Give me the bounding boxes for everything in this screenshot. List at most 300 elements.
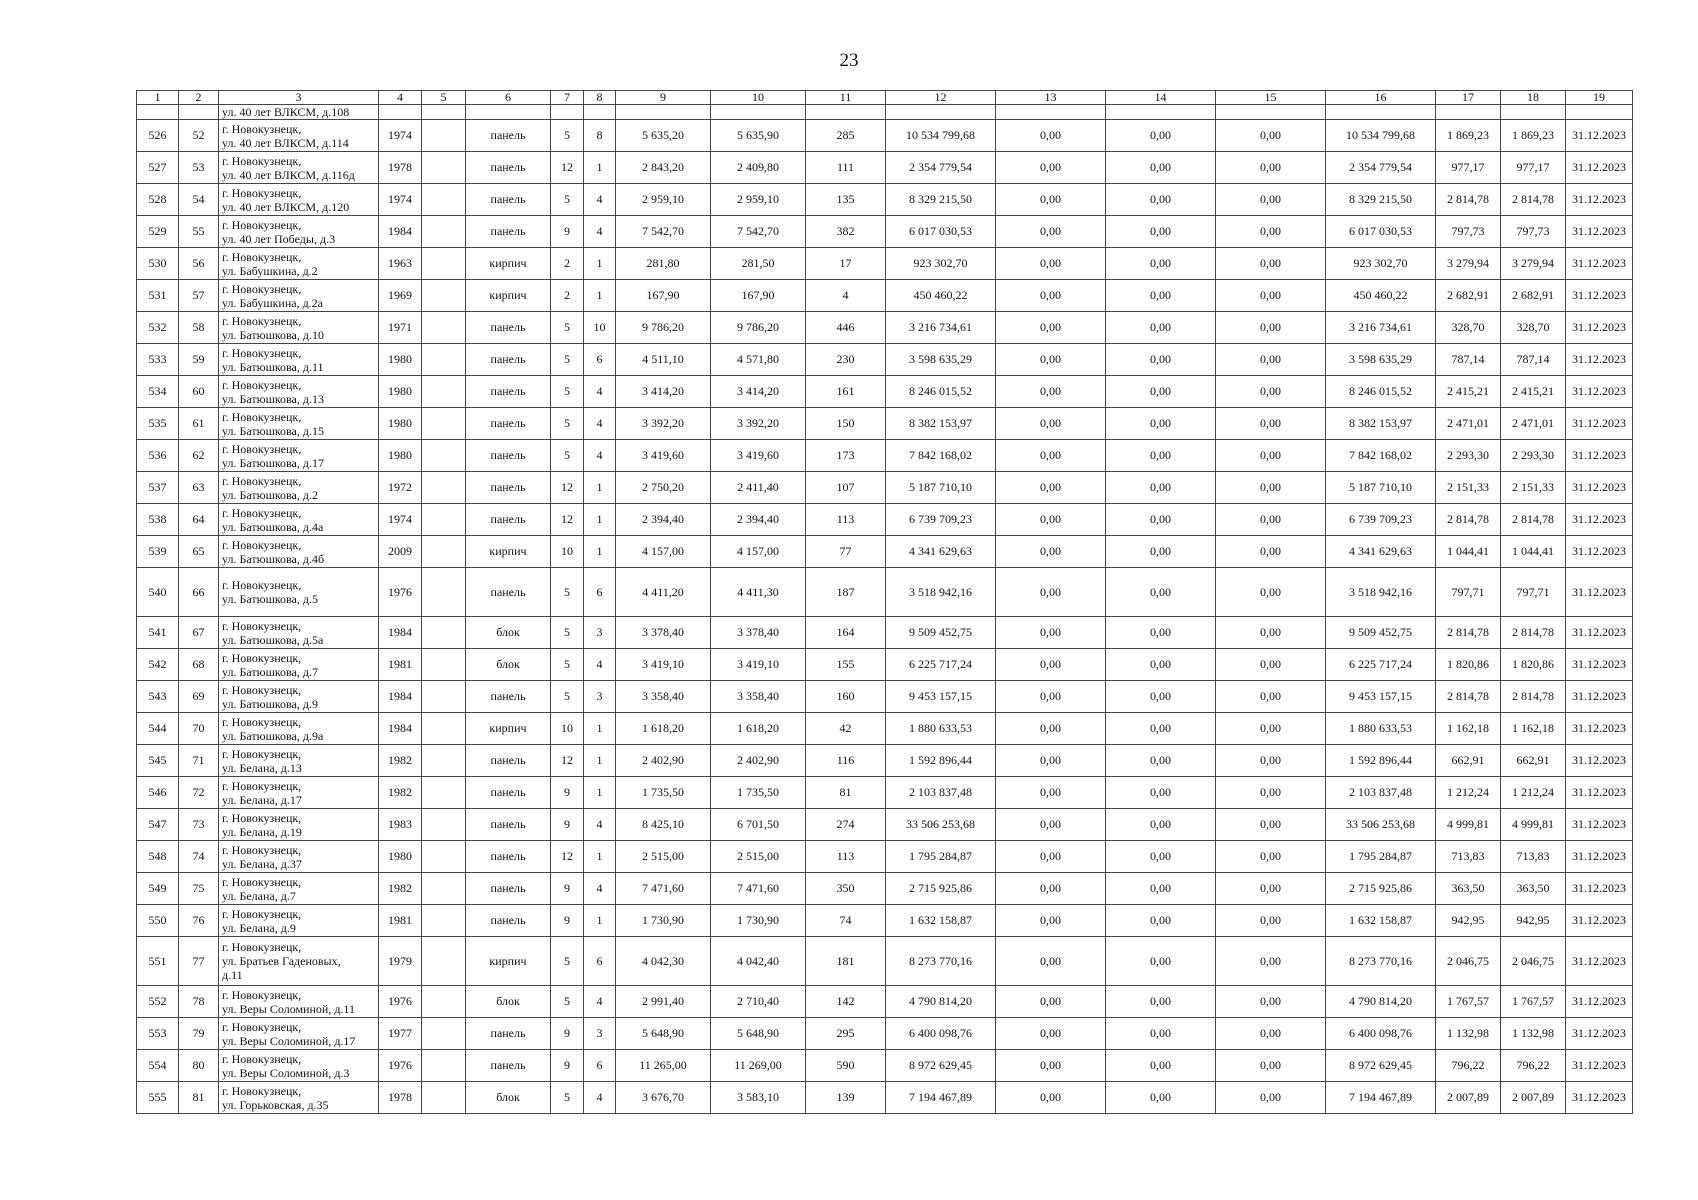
cost-cell: 7 842 168,02 bbox=[886, 440, 996, 472]
deadline-cell: 31.12.2023 bbox=[1566, 536, 1633, 568]
material-cell: кирпич bbox=[466, 937, 551, 986]
row-subnumber: 81 bbox=[179, 1082, 219, 1114]
area-living-cell: 2 710,40 bbox=[711, 986, 806, 1018]
empty-cell bbox=[422, 248, 466, 280]
row-subnumber: 70 bbox=[179, 713, 219, 745]
area-total-cell: 4 157,00 bbox=[616, 536, 711, 568]
entrances-cell: 1 bbox=[584, 745, 616, 777]
column-header: 15 bbox=[1216, 91, 1326, 105]
col13-cell: 0,00 bbox=[996, 841, 1106, 873]
col13-cell: 0,00 bbox=[996, 280, 1106, 312]
deadline-cell: 31.12.2023 bbox=[1566, 120, 1633, 152]
deadline-cell: 31.12.2023 bbox=[1566, 312, 1633, 344]
col15-cell: 0,00 bbox=[1216, 216, 1326, 248]
cost-cell: 9 453 157,15 bbox=[886, 681, 996, 713]
floors-cell: 9 bbox=[551, 777, 584, 809]
deadline-cell: 31.12.2023 bbox=[1566, 841, 1633, 873]
col13-cell: 0,00 bbox=[996, 504, 1106, 536]
floors-cell: 5 bbox=[551, 937, 584, 986]
deadline-cell: 31.12.2023 bbox=[1566, 248, 1633, 280]
area-living-cell: 6 701,50 bbox=[711, 809, 806, 841]
row-subnumber: 69 bbox=[179, 681, 219, 713]
column-header: 13 bbox=[996, 91, 1106, 105]
total-cell: 4 341 629,63 bbox=[1326, 536, 1436, 568]
address-cell bbox=[219, 649, 379, 681]
table-row bbox=[137, 905, 1633, 937]
residents-cell: 295 bbox=[806, 1018, 886, 1050]
floors-cell: 2 bbox=[551, 280, 584, 312]
residents-cell: 161 bbox=[806, 376, 886, 408]
per-sqm-cell: 942,95 bbox=[1436, 905, 1501, 937]
total-cell: 7 194 467,89 bbox=[1326, 1082, 1436, 1114]
year-cell: 1980 bbox=[379, 408, 422, 440]
column-header: 8 bbox=[584, 91, 616, 105]
total-cell: 923 302,70 bbox=[1326, 248, 1436, 280]
total-cell: 8 273 770,16 bbox=[1326, 937, 1436, 986]
col13-cell: 0,00 bbox=[996, 536, 1106, 568]
address-cell bbox=[219, 280, 379, 312]
column-header: 6 bbox=[466, 91, 551, 105]
per-sqm-cell: 797,73 bbox=[1436, 216, 1501, 248]
per-sqm-cell: 1 132,98 bbox=[1436, 1018, 1501, 1050]
cost-cell: 2 103 837,48 bbox=[886, 777, 996, 809]
total-cell: 9 453 157,15 bbox=[1326, 681, 1436, 713]
residents-cell: 181 bbox=[806, 937, 886, 986]
residents-cell: 111 bbox=[806, 152, 886, 184]
per-sqm-cell: 1 162,18 bbox=[1436, 713, 1501, 745]
year-cell: 1976 bbox=[379, 568, 422, 617]
deadline-cell: 31.12.2023 bbox=[1566, 440, 1633, 472]
col13-cell: 0,00 bbox=[996, 617, 1106, 649]
deadline-cell: 31.12.2023 bbox=[1566, 1082, 1633, 1114]
area-living-cell: 3 378,40 bbox=[711, 617, 806, 649]
per-sqm-cell: 1 044,41 bbox=[1436, 536, 1501, 568]
row-number: 536 bbox=[137, 440, 179, 472]
address-line: ул. Батюшкова, д.11 bbox=[222, 359, 324, 374]
row-subnumber: 61 bbox=[179, 408, 219, 440]
per-sqm-max-cell: 2 151,33 bbox=[1501, 472, 1566, 504]
col14-cell: 0,00 bbox=[1106, 184, 1216, 216]
col15-cell: 0,00 bbox=[1216, 649, 1326, 681]
address-cell bbox=[219, 809, 379, 841]
col13-cell: 0,00 bbox=[996, 1018, 1106, 1050]
col14-cell: 0,00 bbox=[1106, 216, 1216, 248]
cost-cell: 8 382 153,97 bbox=[886, 408, 996, 440]
deadline-cell: 31.12.2023 bbox=[1566, 1018, 1633, 1050]
material-cell: панель bbox=[466, 681, 551, 713]
per-sqm-cell: 363,50 bbox=[1436, 873, 1501, 905]
entrances-cell: 4 bbox=[584, 216, 616, 248]
area-total-cell: 2 843,20 bbox=[616, 152, 711, 184]
column-header: 16 bbox=[1326, 91, 1436, 105]
col14-cell: 0,00 bbox=[1106, 713, 1216, 745]
address-cell bbox=[219, 504, 379, 536]
row-subnumber: 79 bbox=[179, 1018, 219, 1050]
floors-cell: 5 bbox=[551, 568, 584, 617]
column-header: 10 bbox=[711, 91, 806, 105]
col13-cell: 0,00 bbox=[996, 344, 1106, 376]
per-sqm-max-cell: 2 814,78 bbox=[1501, 504, 1566, 536]
row-number: 535 bbox=[137, 408, 179, 440]
total-cell: 1 795 284,87 bbox=[1326, 841, 1436, 873]
deadline-cell: 31.12.2023 bbox=[1566, 905, 1633, 937]
col13-cell: 0,00 bbox=[996, 809, 1106, 841]
row-number: 538 bbox=[137, 504, 179, 536]
material-cell: панель bbox=[466, 472, 551, 504]
address-line: ул. Батюшкова, д.7 bbox=[222, 664, 318, 679]
row-number: 547 bbox=[137, 809, 179, 841]
year-cell: 1978 bbox=[379, 152, 422, 184]
deadline-cell: 31.12.2023 bbox=[1566, 937, 1633, 986]
entrances-cell: 1 bbox=[584, 504, 616, 536]
col14-cell: 0,00 bbox=[1106, 1050, 1216, 1082]
floors-cell: 9 bbox=[551, 873, 584, 905]
entrances-cell: 6 bbox=[584, 344, 616, 376]
col15-cell: 0,00 bbox=[1216, 745, 1326, 777]
row-number: 554 bbox=[137, 1050, 179, 1082]
empty-cell bbox=[422, 344, 466, 376]
continuation-row bbox=[137, 105, 1633, 120]
address-line: г. Новокузнецк, bbox=[222, 345, 302, 360]
floors-cell: 5 bbox=[551, 184, 584, 216]
col15-cell: 0,00 bbox=[1216, 809, 1326, 841]
residents-cell: 173 bbox=[806, 440, 886, 472]
material-cell: панель bbox=[466, 777, 551, 809]
total-cell: 2 354 779,54 bbox=[1326, 152, 1436, 184]
empty-cell bbox=[422, 713, 466, 745]
cost-cell: 9 509 452,75 bbox=[886, 617, 996, 649]
row-number: 542 bbox=[137, 649, 179, 681]
total-cell: 8 329 215,50 bbox=[1326, 184, 1436, 216]
address-line: ул. 40 лет ВЛКСМ, д.116д bbox=[222, 167, 355, 182]
material-cell: панель bbox=[466, 1018, 551, 1050]
floors-cell: 5 bbox=[551, 649, 584, 681]
address-line: г. Новокузнецк, bbox=[222, 842, 302, 857]
column-header: 19 bbox=[1566, 91, 1633, 105]
material-cell: панель bbox=[466, 1050, 551, 1082]
per-sqm-max-cell: 2 814,78 bbox=[1501, 681, 1566, 713]
material-cell: блок bbox=[466, 617, 551, 649]
residents-cell: 285 bbox=[806, 120, 886, 152]
per-sqm-max-cell: 1 132,98 bbox=[1501, 1018, 1566, 1050]
col13-cell: 0,00 bbox=[996, 376, 1106, 408]
floors-cell: 9 bbox=[551, 809, 584, 841]
row-subnumber: 54 bbox=[179, 184, 219, 216]
col15-cell: 0,00 bbox=[1216, 248, 1326, 280]
table-row bbox=[137, 120, 1633, 152]
address-line: г. Новокузнецк, bbox=[222, 682, 302, 697]
area-living-cell: 4 157,00 bbox=[711, 536, 806, 568]
empty-cell bbox=[422, 809, 466, 841]
year-cell: 1976 bbox=[379, 1050, 422, 1082]
table-row bbox=[137, 745, 1633, 777]
area-living-cell: 1 618,20 bbox=[711, 713, 806, 745]
address-line: ул. Белана, д.9 bbox=[222, 920, 296, 935]
residents-cell: 139 bbox=[806, 1082, 886, 1114]
address-line: ул. Веры Соломиной, д.17 bbox=[222, 1033, 356, 1048]
cost-cell: 8 273 770,16 bbox=[886, 937, 996, 986]
per-sqm-cell: 2 814,78 bbox=[1436, 184, 1501, 216]
address-line: ул. Бабушкина, д.2 bbox=[222, 263, 318, 278]
floors-cell: 10 bbox=[551, 713, 584, 745]
entrances-cell: 1 bbox=[584, 472, 616, 504]
entrances-cell: 4 bbox=[584, 376, 616, 408]
table-row bbox=[137, 248, 1633, 280]
per-sqm-max-cell: 787,14 bbox=[1501, 344, 1566, 376]
floors-cell: 12 bbox=[551, 841, 584, 873]
address-line: г. Новокузнецк, bbox=[222, 578, 302, 592]
empty-cell bbox=[422, 1018, 466, 1050]
address-line: г. Новокузнецк, bbox=[222, 874, 302, 889]
area-living-cell: 1 730,90 bbox=[711, 905, 806, 937]
area-total-cell: 2 991,40 bbox=[616, 986, 711, 1018]
col15-cell: 0,00 bbox=[1216, 312, 1326, 344]
col14-cell: 0,00 bbox=[1106, 280, 1216, 312]
per-sqm-max-cell: 1 162,18 bbox=[1501, 713, 1566, 745]
total-cell: 1 880 633,53 bbox=[1326, 713, 1436, 745]
entrances-cell: 6 bbox=[584, 568, 616, 617]
entrances-cell: 4 bbox=[584, 408, 616, 440]
table-row bbox=[137, 216, 1633, 248]
total-cell: 450 460,22 bbox=[1326, 280, 1436, 312]
entrances-cell: 3 bbox=[584, 1018, 616, 1050]
col14-cell: 0,00 bbox=[1106, 617, 1216, 649]
residents-cell: 74 bbox=[806, 905, 886, 937]
floors-cell: 5 bbox=[551, 681, 584, 713]
total-cell: 8 972 629,45 bbox=[1326, 1050, 1436, 1082]
residents-cell: 274 bbox=[806, 809, 886, 841]
col14-cell: 0,00 bbox=[1106, 809, 1216, 841]
col15-cell: 0,00 bbox=[1216, 120, 1326, 152]
deadline-cell: 31.12.2023 bbox=[1566, 568, 1633, 617]
address-line: г. Новокузнецк, bbox=[222, 650, 302, 665]
per-sqm-cell: 2 814,78 bbox=[1436, 504, 1501, 536]
address-line: г. Новокузнецк, bbox=[222, 281, 302, 296]
table-row bbox=[137, 713, 1633, 745]
address-cell bbox=[219, 376, 379, 408]
row-subnumber: 55 bbox=[179, 216, 219, 248]
table-row bbox=[137, 312, 1633, 344]
floors-cell: 9 bbox=[551, 1018, 584, 1050]
year-cell: 1984 bbox=[379, 681, 422, 713]
col15-cell: 0,00 bbox=[1216, 536, 1326, 568]
empty-cell bbox=[422, 777, 466, 809]
per-sqm-max-cell: 1 212,24 bbox=[1501, 777, 1566, 809]
empty-cell bbox=[422, 152, 466, 184]
row-number: 544 bbox=[137, 713, 179, 745]
floors-cell: 5 bbox=[551, 440, 584, 472]
address-cell bbox=[219, 344, 379, 376]
column-header: 18 bbox=[1501, 91, 1566, 105]
col15-cell: 0,00 bbox=[1216, 280, 1326, 312]
residents-cell: 107 bbox=[806, 472, 886, 504]
address-line: ул. Батюшкова, д.4б bbox=[222, 551, 325, 566]
area-living-cell: 1 735,50 bbox=[711, 777, 806, 809]
col15-cell: 0,00 bbox=[1216, 905, 1326, 937]
per-sqm-max-cell: 2 293,30 bbox=[1501, 440, 1566, 472]
material-cell: панель bbox=[466, 440, 551, 472]
deadline-cell: 31.12.2023 bbox=[1566, 649, 1633, 681]
table-row bbox=[137, 184, 1633, 216]
per-sqm-max-cell: 363,50 bbox=[1501, 873, 1566, 905]
column-header: 5 bbox=[422, 91, 466, 105]
floors-cell: 2 bbox=[551, 248, 584, 280]
deadline-cell: 31.12.2023 bbox=[1566, 713, 1633, 745]
entrances-cell: 1 bbox=[584, 777, 616, 809]
table-row bbox=[137, 617, 1633, 649]
cost-cell: 7 194 467,89 bbox=[886, 1082, 996, 1114]
entrances-cell: 3 bbox=[584, 681, 616, 713]
material-cell: панель bbox=[466, 568, 551, 617]
entrances-cell: 10 bbox=[584, 312, 616, 344]
table-row bbox=[137, 1050, 1633, 1082]
material-cell: панель bbox=[466, 184, 551, 216]
year-cell: 1978 bbox=[379, 1082, 422, 1114]
col13-cell: 0,00 bbox=[996, 986, 1106, 1018]
column-header: 2 bbox=[179, 91, 219, 105]
per-sqm-cell: 2 682,91 bbox=[1436, 280, 1501, 312]
address-cell bbox=[219, 152, 379, 184]
deadline-cell: 31.12.2023 bbox=[1566, 152, 1633, 184]
per-sqm-max-cell: 2 814,78 bbox=[1501, 184, 1566, 216]
empty-cell bbox=[422, 216, 466, 248]
table-cell bbox=[179, 105, 219, 120]
area-living-cell: 3 358,40 bbox=[711, 681, 806, 713]
residents-cell: 230 bbox=[806, 344, 886, 376]
area-total-cell: 5 635,20 bbox=[616, 120, 711, 152]
area-living-cell: 3 419,60 bbox=[711, 440, 806, 472]
row-number: 551 bbox=[137, 937, 179, 986]
address-line: г. Новокузнецк, bbox=[222, 505, 302, 520]
entrances-cell: 3 bbox=[584, 617, 616, 649]
per-sqm-max-cell: 1 820,86 bbox=[1501, 649, 1566, 681]
area-living-cell: 281,50 bbox=[711, 248, 806, 280]
total-cell: 8 246 015,52 bbox=[1326, 376, 1436, 408]
empty-cell bbox=[422, 841, 466, 873]
col13-cell: 0,00 bbox=[996, 312, 1106, 344]
address-cell bbox=[219, 1018, 379, 1050]
cost-cell: 2 715 925,86 bbox=[886, 873, 996, 905]
year-cell: 1981 bbox=[379, 905, 422, 937]
year-cell: 1976 bbox=[379, 986, 422, 1018]
area-total-cell: 3 419,10 bbox=[616, 649, 711, 681]
area-living-cell: 2 411,40 bbox=[711, 472, 806, 504]
col14-cell: 0,00 bbox=[1106, 152, 1216, 184]
cost-cell: 1 880 633,53 bbox=[886, 713, 996, 745]
per-sqm-cell: 713,83 bbox=[1436, 841, 1501, 873]
housing-table bbox=[136, 90, 1633, 1114]
address-line: г. Новокузнецк, bbox=[222, 746, 302, 761]
row-subnumber: 56 bbox=[179, 248, 219, 280]
floors-cell: 5 bbox=[551, 1082, 584, 1114]
col13-cell: 0,00 bbox=[996, 184, 1106, 216]
area-total-cell: 1 730,90 bbox=[616, 905, 711, 937]
row-number: 534 bbox=[137, 376, 179, 408]
empty-cell bbox=[422, 376, 466, 408]
row-subnumber: 59 bbox=[179, 344, 219, 376]
area-living-cell: 4 571,80 bbox=[711, 344, 806, 376]
address-line: ул. Батюшкова, д.5 bbox=[222, 592, 318, 606]
deadline-cell: 31.12.2023 bbox=[1566, 344, 1633, 376]
address-line: ул. Белана, д.7 bbox=[222, 888, 296, 903]
row-subnumber: 71 bbox=[179, 745, 219, 777]
area-total-cell: 7 542,70 bbox=[616, 216, 711, 248]
address-line: ул. 40 лет ВЛКСМ, д.120 bbox=[222, 199, 350, 214]
col14-cell: 0,00 bbox=[1106, 649, 1216, 681]
table-row bbox=[137, 344, 1633, 376]
area-total-cell: 4 042,30 bbox=[616, 937, 711, 986]
address-line: г. Новокузнецк, bbox=[222, 1051, 302, 1066]
column-header: 1 bbox=[137, 91, 179, 105]
area-living-cell: 2 402,90 bbox=[711, 745, 806, 777]
residents-cell: 187 bbox=[806, 568, 886, 617]
table-row bbox=[137, 472, 1633, 504]
row-number: 531 bbox=[137, 280, 179, 312]
floors-cell: 9 bbox=[551, 1050, 584, 1082]
year-cell: 2009 bbox=[379, 536, 422, 568]
material-cell: панель bbox=[466, 152, 551, 184]
floors-cell: 12 bbox=[551, 472, 584, 504]
table-row bbox=[137, 1018, 1633, 1050]
empty-cell bbox=[422, 986, 466, 1018]
total-cell: 6 739 709,23 bbox=[1326, 504, 1436, 536]
address-line: г. Новокузнецк, bbox=[222, 153, 302, 168]
address-line: ул. Батюшкова, д.13 bbox=[222, 391, 324, 406]
year-cell: 1983 bbox=[379, 809, 422, 841]
address-line: г. Новокузнецк, bbox=[222, 618, 302, 633]
material-cell: кирпич bbox=[466, 536, 551, 568]
area-total-cell: 3 358,40 bbox=[616, 681, 711, 713]
table-row bbox=[137, 777, 1633, 809]
area-total-cell: 281,80 bbox=[616, 248, 711, 280]
table-row bbox=[137, 568, 1633, 617]
per-sqm-max-cell: 2 046,75 bbox=[1501, 937, 1566, 986]
per-sqm-max-cell: 1 767,57 bbox=[1501, 986, 1566, 1018]
material-cell: панель bbox=[466, 809, 551, 841]
material-cell: панель bbox=[466, 841, 551, 873]
col13-cell: 0,00 bbox=[996, 248, 1106, 280]
column-header: 3 bbox=[219, 91, 379, 105]
per-sqm-cell: 2 814,78 bbox=[1436, 617, 1501, 649]
residents-cell: 150 bbox=[806, 408, 886, 440]
area-total-cell: 7 471,60 bbox=[616, 873, 711, 905]
total-cell: 3 216 734,61 bbox=[1326, 312, 1436, 344]
empty-cell bbox=[422, 568, 466, 617]
per-sqm-max-cell: 662,91 bbox=[1501, 745, 1566, 777]
empty-cell bbox=[422, 120, 466, 152]
total-cell: 10 534 799,68 bbox=[1326, 120, 1436, 152]
entrances-cell: 4 bbox=[584, 184, 616, 216]
area-total-cell: 2 402,90 bbox=[616, 745, 711, 777]
col13-cell: 0,00 bbox=[996, 408, 1106, 440]
area-total-cell: 3 419,60 bbox=[616, 440, 711, 472]
table-row bbox=[137, 504, 1633, 536]
row-subnumber: 57 bbox=[179, 280, 219, 312]
residents-cell: 4 bbox=[806, 280, 886, 312]
table-row bbox=[137, 536, 1633, 568]
material-cell: панель bbox=[466, 873, 551, 905]
col14-cell: 0,00 bbox=[1106, 344, 1216, 376]
row-subnumber: 74 bbox=[179, 841, 219, 873]
empty-cell bbox=[422, 280, 466, 312]
per-sqm-max-cell: 797,73 bbox=[1501, 216, 1566, 248]
per-sqm-max-cell: 1 869,23 bbox=[1501, 120, 1566, 152]
deadline-cell: 31.12.2023 bbox=[1566, 408, 1633, 440]
address-cell bbox=[219, 873, 379, 905]
address-cell bbox=[219, 312, 379, 344]
row-number: 537 bbox=[137, 472, 179, 504]
per-sqm-cell: 2 007,89 bbox=[1436, 1082, 1501, 1114]
